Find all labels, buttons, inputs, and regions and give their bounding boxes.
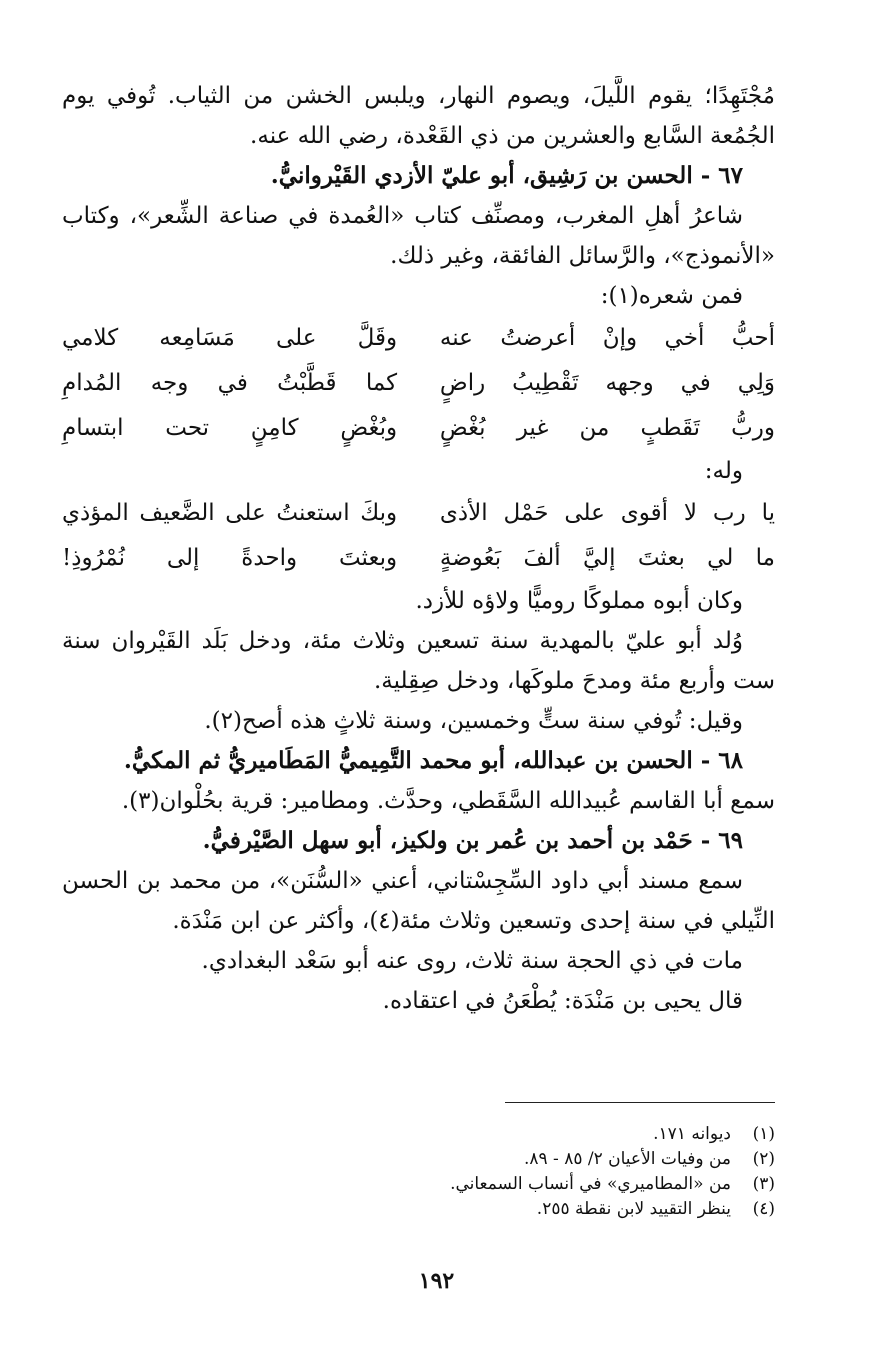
poem-verse (62, 406, 775, 451)
entry-67-line: وكان أبوه مملوكًا روميًّا ولاؤه للأزد. (415, 588, 743, 614)
entry-67-line: وُلد أبو عليّ بالمهدية سنة تسعين وثلاث مئة، ودخل بَلَد القَيْروان سنة (62, 628, 743, 654)
verse-first-hemistich: يا رب لا أقوى على حَمْل الأذى (439, 500, 775, 526)
footnote-text: ينظر التقييد لابن نقطة ٢٥٥. (536, 1199, 731, 1219)
footnote (62, 1122, 775, 1147)
verse-first-hemistich: ما لي بعثتَ إليَّ ألفَ بَعُوضةٍ (439, 545, 775, 571)
entry-68-heading: ٦٨ - الحسن بن عبدالله، أبو محمد التَّمِيميُّ المَطَاميريُّ ثم المكيُّ. (123, 747, 743, 774)
verse-second-hemistich: كما قَطَّبْتُ في وجه المُدامِ (62, 370, 398, 396)
footnote-divider (505, 1102, 775, 1103)
footnote-text: ديوانه ١٧١. (653, 1124, 731, 1144)
entry-69-line: النِّيلي في سنة إحدى وتسعين وثلاث مئة(٤)، وأكثر عن ابن مَنْدَة. (172, 908, 775, 934)
poem-verse (62, 536, 775, 581)
verse-first-hemistich: وربُّ تَقَطبٍ من غير بُغْضٍ (439, 415, 775, 441)
entry-67-line: شاعرُ أهلِ المغرب، ومصنِّف كتاب «العُمدة في صناعة الشِّعر»، وكتاب (62, 203, 743, 229)
footnote-number: (٤) (752, 1199, 775, 1219)
page-number: ١٩٢ (418, 1268, 455, 1294)
entry-69-line: سمع مسند أبي داود السِّجِسْتاني، أعني «السُّنَن»، من محمد بن الحسن (62, 868, 743, 894)
entry-68-line: سمع أبا القاسم عُبيدالله السَّقَطي، وحدَّث. ومطامير: قرية بحُلْوان(٣). (121, 788, 775, 814)
footnote (62, 1172, 775, 1197)
footnote (62, 1147, 775, 1172)
footnote-text: من وفيات الأعيان ٢/ ٨٥ - ٨٩. (523, 1149, 731, 1169)
entry-67-heading: ٦٧ - الحسن بن رَشِيق، أبو عليّ الأزدي القَيْروانيُّ. (270, 162, 743, 189)
entry-67-line: «الأنموذج»، والرَّسائل الفائقة، وغير ذلك. (390, 243, 775, 269)
verse-second-hemistich: وبكَ استعنتُ على الضَّعيف المؤذي (62, 500, 398, 526)
poem-intro: فمن شعره(١): (600, 283, 743, 309)
footnote-number: (٢) (752, 1149, 775, 1169)
footnotes (62, 1122, 775, 1222)
verse-second-hemistich: وبُغْضٍ كامِنٍ تحت ابتسامِ (62, 415, 398, 441)
entry-69-heading: ٦٩ - حَمْد بن أحمد بن عُمر بن ولكيز، أبو سهل الصَّيْرفيُّ. (202, 827, 743, 854)
footnote-text: من «المطاميري» في أنساب السمعاني. (450, 1174, 731, 1194)
body-line: مُجْتَهِدًا؛ يقوم اللَّيلَ، ويصوم النهار، ويلبس الخشن من الثياب. تُوفي يوم (62, 83, 775, 109)
poem-verse (62, 316, 775, 361)
entry-69-line: قال يحيى بن مَنْدَة: يُطْعَنُ في اعتقاده. (382, 988, 743, 1014)
verse-first-hemistich: وَلِي في وجهه تَقْطِيبُ راضٍ (439, 370, 775, 396)
entry-67-line: ست وأربع مئة ومدحَ ملوكَها، ودخل صِقِلية. (373, 668, 775, 694)
verse-first-hemistich: أحبُّ أخي وإنْ أعرضتُ عنه (439, 325, 775, 351)
footnote-number: (١) (752, 1124, 775, 1144)
body-line: الجُمُعة السَّابع والعشرين من ذي القَعْدة، رضي الله عنه. (250, 123, 775, 149)
poem-intro: وله: (704, 458, 743, 484)
verse-second-hemistich: وبعثتَ واحدةً إلى نُمْرُوذِ! (62, 545, 398, 571)
entry-67-line: وقيل: تُوفي سنة ستٍّ وخمسين، وسنة ثلاثٍ هذه أصح(٢). (204, 708, 743, 734)
footnote-number: (٣) (752, 1174, 775, 1194)
poem-verse (62, 491, 775, 536)
footnote (62, 1197, 775, 1222)
poem-verse (62, 361, 775, 406)
verse-second-hemistich: وقَلَّ على مَسَامِعه كلامي (62, 325, 398, 351)
entry-69-line: مات في ذي الحجة سنة ثلاث، روى عنه أبو سَعْد البغدادي. (201, 948, 743, 974)
